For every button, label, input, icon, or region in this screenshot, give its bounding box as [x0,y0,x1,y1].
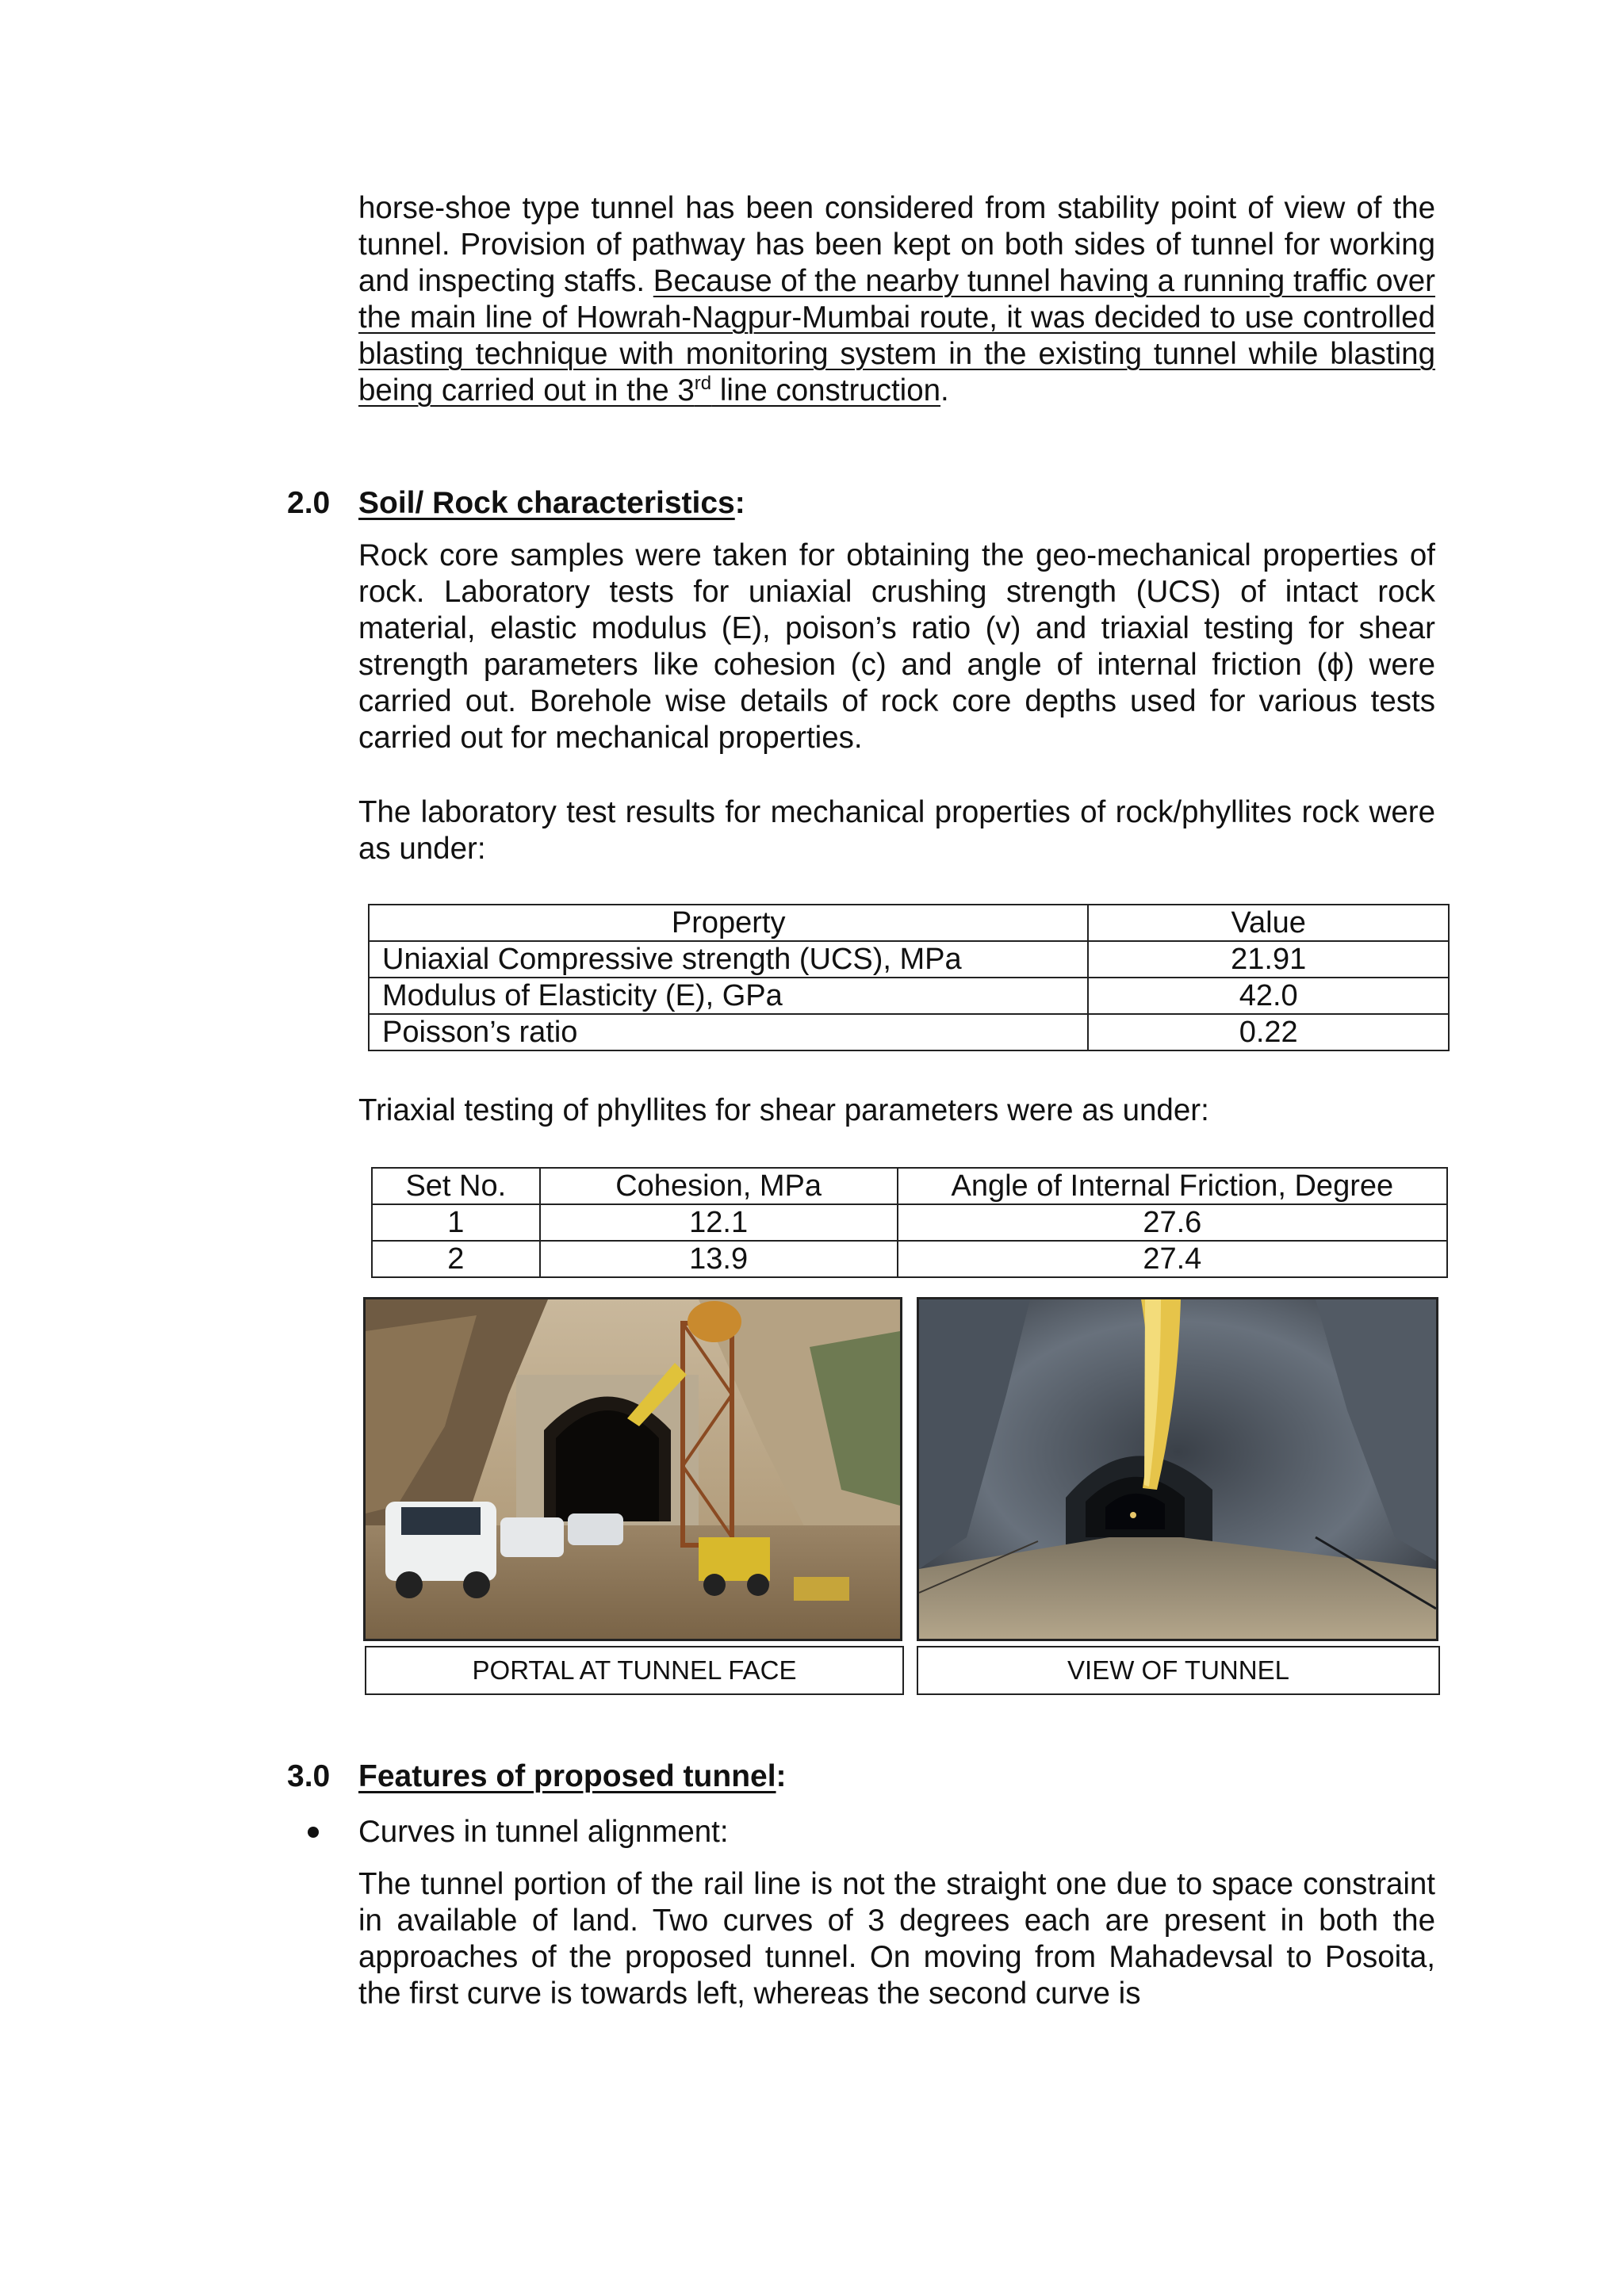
section-3-number: 3.0 [287,1759,331,1793]
section-3-title [358,1758,787,1795]
tunnel-photo-caption: VIEW OF TUNNEL [917,1646,1440,1695]
lab-results-paragraph: The laboratory test results for mechanical properties of rock/phyllites rock were as under: [358,795,1435,866]
intro-text: horse-shoe type tunnel has been considered from stability point of view of the tunnel. Provision of pathway has been kept on both sides of tunnel for working and inspecting staffs. [358,191,1435,298]
set-no-cell: 1 [372,1204,540,1241]
intro-paragraph [358,190,1435,409]
table-header-row [369,905,1449,941]
tunnel-interior-illustration [919,1299,1436,1639]
intro-end: . [940,373,949,408]
section-2-title-text: Soil/ Rock characteristics [358,486,735,520]
bullet-icon [308,1827,319,1838]
table-row [369,978,1449,1014]
property-cell: Modulus of Elasticity (E), GPa [369,978,1088,1014]
header-property: Property [369,905,1088,941]
section-2-number: 2.0 [287,486,331,520]
section-3-title-text: Features of proposed tunnel [358,1759,776,1793]
triaxial-table [371,1167,1448,1278]
cohesion-cell: 13.9 [540,1241,898,1277]
header-cohesion: Cohesion, MPa [540,1168,898,1204]
property-cell: Poisson’s ratio [369,1014,1088,1050]
value-cell: 0.22 [1088,1014,1449,1050]
header-value: Value [1088,905,1449,941]
property-cell: Uniaxial Compressive strength (UCS), MPa [369,941,1088,978]
table-row [372,1241,1447,1277]
curves-bullet-item: Curves in tunnel alignment: [358,1815,729,1849]
table-row [369,941,1449,978]
curves-paragraph: The tunnel portion of the rail line is not the straight one due to space constraint in available of land. Two curves of 3 degrees each are present in both the approaches of the proposed tunnel. On moving from Mahadevsal to Posoita, the first curve is towards left, whereas the second curve is [358,1867,1435,2011]
friction-cell: 27.6 [898,1204,1447,1241]
tunnel-portal-photo [363,1297,902,1641]
friction-cell: 27.4 [898,1241,1447,1277]
tunnel-portal-illustration [366,1299,900,1639]
set-no-cell: 2 [372,1241,540,1277]
rock-samples-paragraph: Rock core samples were taken for obtaining the geo-mechanical properties of rock. Laboratory tests for uniaxial crushing strength (UCS) of intact rock material, elastic modulus (E), poison’s ratio (v) and triaxial testing for shear strength parameters like cohesion (c) and angle of internal friction (ϕ) were carried out. Borehole wise details of rock core depths used for various tests carried out for mechanical properties. [358,538,1435,755]
section-3-colon: : [776,1759,787,1793]
header-set-no: Set No. [372,1168,540,1204]
portal-photo-caption: PORTAL AT TUNNEL FACE [365,1646,904,1695]
triaxial-paragraph: Triaxial testing of phyllites for shear parameters were as under: [358,1093,1209,1127]
section-2-colon: : [734,486,745,520]
underlined-part-b: line construction [711,373,941,408]
table-row [369,1014,1449,1050]
underlined-part-a: Because of the nearby tunnel having a running traffic over the main line of Howrah-Nagpur-Mumbai route, it was decided to use controlled blasting technique with monitoring system in the existing tunnel while blasting being carried out in the 3 [358,264,1435,408]
value-cell: 21.91 [1088,941,1449,978]
table-header-row [372,1168,1447,1204]
superscript-rd: rd [694,373,712,395]
mechanical-properties-table [368,904,1450,1051]
value-cell: 42.0 [1088,978,1449,1014]
header-friction-angle: Angle of Internal Friction, Degree [898,1168,1447,1204]
section-2-title [358,485,745,522]
cohesion-cell: 12.1 [540,1204,898,1241]
table-row [372,1204,1447,1241]
tunnel-interior-photo [917,1297,1438,1641]
